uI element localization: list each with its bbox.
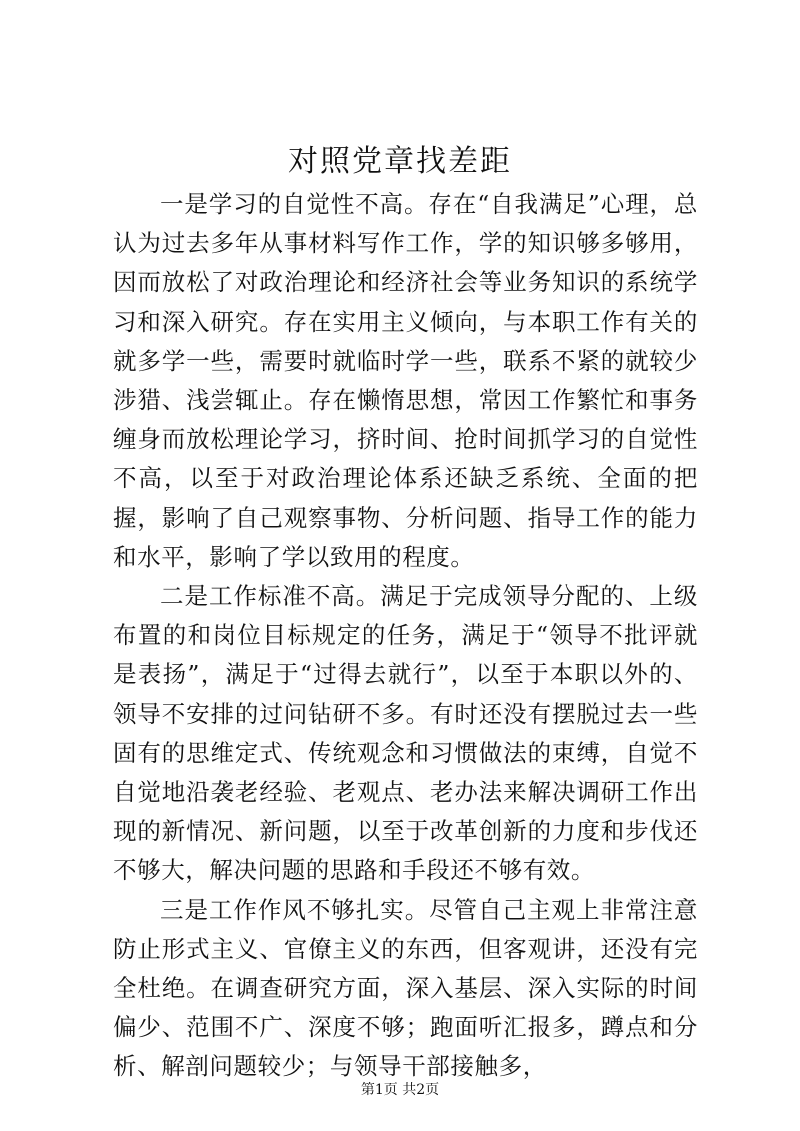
paragraph-3: 三是工作作风不够扎实。尽管自己主观上非常注意防止形式主义、官僚主义的东西，但客观讲，还没有完全杜绝。在调查研究方面，深入基层、深入实际的时间偏少、范围不广、深度不够；跑面听汇报多，蹲点和分析、解剖问题较少；与领导干部接触多， bbox=[113, 895, 698, 1081]
paragraph-2: 二是工作标准不高。满足于完成领导分配的、上级布置的和岗位目标规定的任务，满足于“领导不批评就是表扬”，满足于“过得去就行”，以至于本职以外的、领导不安排的过问钻研不多。有时还没有摆脱过去一些固有的思维定式、传统观念和习惯做法的束缚，自觉不自觉地沿袭老经验、老观点、老办法来解决调研工作出现的新情况、新问题，以至于改革创新的力度和步伐还不够大，解决问题的思路和手段还不够有效。 bbox=[113, 582, 698, 885]
document-body bbox=[113, 185, 698, 1087]
paragraph-1: 一是学习的自觉性不高。存在“自我满足”心理，总认为过去多年从事材料写作工作，学的知识够多够用，因而放松了对政治理论和经济社会等业务知识的系统学习和深入研究。存在实用主义倾向，与本职工作有关的就多学一些，需要时就临时学一些，联系不紧的就较少涉猎、浅尝辄止。存在懒惰思想，常因工作繁忙和事务缠身而放松理论学习，挤时间、抢时间抓学习的自觉性不高，以至于对政治理论体系还缺乏系统、全面的把握，影响了自己观察事物、分析问题、指导工作的能力和水平，影响了学以致用的程度。 bbox=[113, 190, 698, 571]
document-title: 对照党章找差距 bbox=[288, 144, 512, 179]
page-footer: 第1页 共2页 bbox=[360, 1082, 440, 1098]
